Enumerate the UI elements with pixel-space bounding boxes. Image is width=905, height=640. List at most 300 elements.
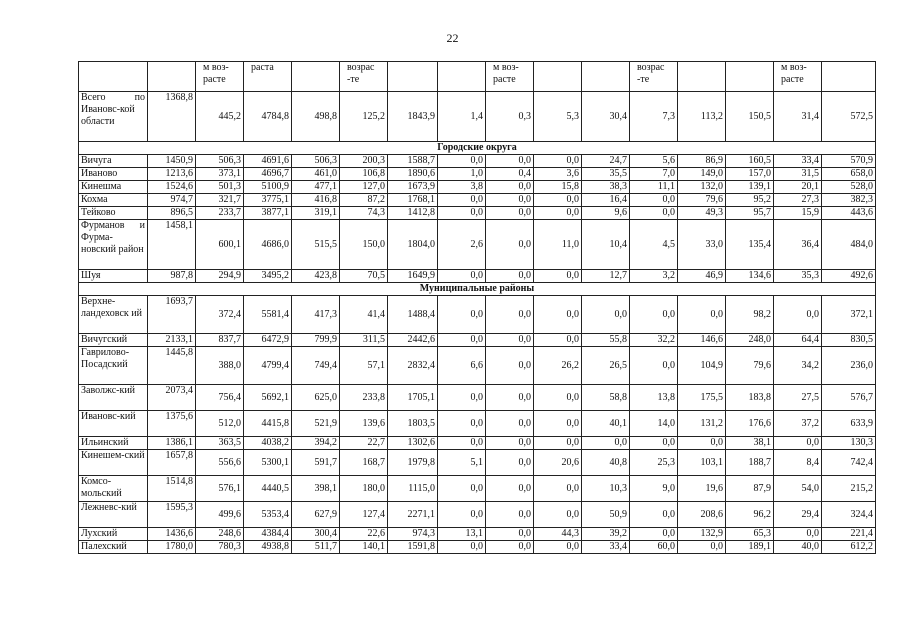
value-cell: 576,1 — [196, 476, 244, 502]
value-cell: 11,1 — [630, 181, 678, 194]
value-cell: 0,0 — [438, 270, 486, 283]
value-cell: 612,2 — [822, 541, 876, 554]
value-cell: 1302,6 — [388, 437, 438, 450]
value-cell: 0,0 — [486, 476, 534, 502]
value-cell: 38,3 — [582, 181, 630, 194]
value-cell: 33,0 — [678, 220, 726, 270]
value-cell: 0,4 — [486, 168, 534, 181]
value-cell: 49,3 — [678, 207, 726, 220]
value-cell: 175,5 — [678, 385, 726, 411]
value-cell: 55,8 — [582, 334, 630, 347]
value-cell: 248,0 — [726, 334, 774, 347]
value-cell: 79,6 — [678, 194, 726, 207]
header-cell — [292, 62, 340, 92]
value-cell: 87,2 — [340, 194, 388, 207]
value-cell: 54,0 — [774, 476, 822, 502]
value-cell: 26,2 — [534, 347, 582, 385]
value-cell: 591,7 — [292, 450, 340, 476]
value-cell: 4,5 — [630, 220, 678, 270]
header-cell: м воз- расте — [486, 62, 534, 92]
value-cell: 40,0 — [774, 541, 822, 554]
value-cell: 0,0 — [534, 541, 582, 554]
value-cell: 25,3 — [630, 450, 678, 476]
value-cell: 4384,4 — [244, 528, 292, 541]
value-cell: 57,1 — [340, 347, 388, 385]
value-cell: 0,0 — [486, 411, 534, 437]
row-label: Ильинский — [79, 437, 148, 450]
value-cell: 0,0 — [438, 541, 486, 554]
value-cell: 1979,8 — [388, 450, 438, 476]
value-cell: 146,6 — [678, 334, 726, 347]
value-cell: 9,6 — [582, 207, 630, 220]
table-row — [79, 541, 876, 554]
value-cell: 0,0 — [774, 437, 822, 450]
value-cell: 22,6 — [340, 528, 388, 541]
value-cell: 0,0 — [630, 194, 678, 207]
value-cell: 5353,4 — [244, 502, 292, 528]
value-cell: 1386,1 — [148, 437, 196, 450]
value-cell: 324,4 — [822, 502, 876, 528]
value-cell: 0,0 — [438, 411, 486, 437]
value-cell: 10,3 — [582, 476, 630, 502]
value-cell: 106,8 — [340, 168, 388, 181]
value-cell: 1649,9 — [388, 270, 438, 283]
row-label: Комсо-мольский — [79, 476, 148, 502]
value-cell: 3,8 — [438, 181, 486, 194]
value-cell: 236,0 — [822, 347, 876, 385]
row-label: Шуя — [79, 270, 148, 283]
value-cell: 5,3 — [534, 92, 582, 142]
value-cell: 319,1 — [292, 207, 340, 220]
value-cell: 0,0 — [582, 437, 630, 450]
header-cell: м воз- расте — [196, 62, 244, 92]
row-label: Кинешма — [79, 181, 148, 194]
value-cell: 974,3 — [388, 528, 438, 541]
value-cell: 168,7 — [340, 450, 388, 476]
value-cell: 0,0 — [438, 385, 486, 411]
table-row — [79, 270, 876, 283]
value-cell: 70,5 — [340, 270, 388, 283]
value-cell: 2832,4 — [388, 347, 438, 385]
value-cell: 1488,4 — [388, 296, 438, 334]
value-cell: 14,0 — [630, 411, 678, 437]
table-row — [79, 437, 876, 450]
value-cell: 1890,6 — [388, 168, 438, 181]
statistics-table — [78, 61, 876, 554]
value-cell: 20,6 — [534, 450, 582, 476]
value-cell: 160,5 — [726, 155, 774, 168]
value-cell: 15,8 — [534, 181, 582, 194]
header-cell — [726, 62, 774, 92]
table-row — [79, 450, 876, 476]
value-cell: 5,1 — [438, 450, 486, 476]
value-cell: 200,3 — [340, 155, 388, 168]
header-cell: раста — [244, 62, 292, 92]
value-cell: 512,0 — [196, 411, 244, 437]
value-cell: 13,1 — [438, 528, 486, 541]
value-cell: 4784,8 — [244, 92, 292, 142]
value-cell: 492,6 — [822, 270, 876, 283]
value-cell: 19,6 — [678, 476, 726, 502]
value-cell: 0,0 — [774, 528, 822, 541]
value-cell: 9,0 — [630, 476, 678, 502]
header-cell — [79, 62, 148, 92]
row-label: Кохма — [79, 194, 148, 207]
value-cell: 0,0 — [486, 194, 534, 207]
value-cell: 26,5 — [582, 347, 630, 385]
value-cell: 2,6 — [438, 220, 486, 270]
value-cell: 0,0 — [630, 437, 678, 450]
value-cell: 0,0 — [582, 296, 630, 334]
value-cell: 1514,8 — [148, 476, 196, 502]
row-label: Вичуга — [79, 155, 148, 168]
table-row — [79, 334, 876, 347]
value-cell: 498,8 — [292, 92, 340, 142]
value-cell: 799,9 — [292, 334, 340, 347]
value-cell: 4440,5 — [244, 476, 292, 502]
value-cell: 1768,1 — [388, 194, 438, 207]
value-cell: 1,0 — [438, 168, 486, 181]
value-cell: 127,4 — [340, 502, 388, 528]
value-cell: 74,3 — [340, 207, 388, 220]
value-cell: 139,1 — [726, 181, 774, 194]
value-cell: 1705,1 — [388, 385, 438, 411]
value-cell: 103,1 — [678, 450, 726, 476]
row-label: Иваново — [79, 168, 148, 181]
value-cell: 445,2 — [196, 92, 244, 142]
value-cell: 0,0 — [534, 385, 582, 411]
value-cell: 13,8 — [630, 385, 678, 411]
value-cell: 423,8 — [292, 270, 340, 283]
value-cell: 0,0 — [486, 296, 534, 334]
value-cell: 1436,6 — [148, 528, 196, 541]
value-cell: 1595,3 — [148, 502, 196, 528]
value-cell: 484,0 — [822, 220, 876, 270]
value-cell: 506,3 — [196, 155, 244, 168]
value-cell: 0,0 — [486, 450, 534, 476]
value-cell: 0,0 — [630, 296, 678, 334]
row-label: Заволжс-кий — [79, 385, 148, 411]
value-cell: 149,0 — [678, 168, 726, 181]
value-cell: 33,4 — [774, 155, 822, 168]
table-row — [79, 220, 876, 270]
value-cell: 506,3 — [292, 155, 340, 168]
row-label: Всего по Ивановс-кой области — [79, 92, 148, 142]
value-cell: 3,2 — [630, 270, 678, 283]
value-cell: 24,7 — [582, 155, 630, 168]
value-cell: 1524,6 — [148, 181, 196, 194]
value-cell: 294,9 — [196, 270, 244, 283]
value-cell: 35,5 — [582, 168, 630, 181]
value-cell: 300,4 — [292, 528, 340, 541]
header-cell — [822, 62, 876, 92]
value-cell: 38,1 — [726, 437, 774, 450]
value-cell: 1368,8 — [148, 92, 196, 142]
header-cell — [388, 62, 438, 92]
row-label: Палехский — [79, 541, 148, 554]
value-cell: 4686,0 — [244, 220, 292, 270]
value-cell: 499,6 — [196, 502, 244, 528]
value-cell: 515,5 — [292, 220, 340, 270]
value-cell: 416,8 — [292, 194, 340, 207]
value-cell: 233,7 — [196, 207, 244, 220]
value-cell: 0,0 — [534, 207, 582, 220]
table-row — [79, 411, 876, 437]
table-row — [79, 194, 876, 207]
value-cell: 896,5 — [148, 207, 196, 220]
value-cell: 5300,1 — [244, 450, 292, 476]
value-cell: 150,5 — [726, 92, 774, 142]
value-cell: 0,0 — [630, 207, 678, 220]
section-header-row — [79, 142, 876, 155]
value-cell: 572,5 — [822, 92, 876, 142]
value-cell: 132,0 — [678, 181, 726, 194]
header-cell — [678, 62, 726, 92]
value-cell: 3877,1 — [244, 207, 292, 220]
table-row — [79, 181, 876, 194]
value-cell: 50,9 — [582, 502, 630, 528]
value-cell: 0,0 — [438, 476, 486, 502]
value-cell: 0,0 — [678, 437, 726, 450]
row-label: Вичугский — [79, 334, 148, 347]
row-label: Лухский — [79, 528, 148, 541]
value-cell: 27,3 — [774, 194, 822, 207]
header-cell: возрас -те — [630, 62, 678, 92]
value-cell: 756,4 — [196, 385, 244, 411]
value-cell: 5581,4 — [244, 296, 292, 334]
value-cell: 4799,4 — [244, 347, 292, 385]
value-cell: 321,7 — [196, 194, 244, 207]
value-cell: 135,4 — [726, 220, 774, 270]
value-cell: 1445,8 — [148, 347, 196, 385]
value-cell: 0,0 — [630, 528, 678, 541]
value-cell: 208,6 — [678, 502, 726, 528]
value-cell: 189,1 — [726, 541, 774, 554]
value-cell: 1375,6 — [148, 411, 196, 437]
value-cell: 44,3 — [534, 528, 582, 541]
value-cell: 95,2 — [726, 194, 774, 207]
value-cell: 1843,9 — [388, 92, 438, 142]
row-label: Лежневс-кий — [79, 502, 148, 528]
table-row — [79, 476, 876, 502]
value-cell: 1673,9 — [388, 181, 438, 194]
page-number: 22 — [446, 31, 459, 45]
value-cell: 0,0 — [534, 155, 582, 168]
value-cell: 37,2 — [774, 411, 822, 437]
header-cell — [534, 62, 582, 92]
value-cell: 528,0 — [822, 181, 876, 194]
value-cell: 188,7 — [726, 450, 774, 476]
value-cell: 157,0 — [726, 168, 774, 181]
value-cell: 5692,1 — [244, 385, 292, 411]
value-cell: 521,9 — [292, 411, 340, 437]
value-cell: 1780,0 — [148, 541, 196, 554]
value-cell: 0,0 — [678, 541, 726, 554]
value-cell: 36,4 — [774, 220, 822, 270]
row-label: Гаврилово-Посадский — [79, 347, 148, 385]
value-cell: 180,0 — [340, 476, 388, 502]
table-row — [79, 502, 876, 528]
value-cell: 0,0 — [486, 334, 534, 347]
value-cell: 46,9 — [678, 270, 726, 283]
value-cell: 1412,8 — [388, 207, 438, 220]
total-row — [79, 92, 876, 142]
value-cell: 1213,6 — [148, 168, 196, 181]
value-cell: 79,6 — [726, 347, 774, 385]
value-cell: 600,1 — [196, 220, 244, 270]
row-label: Ивановс-кий — [79, 411, 148, 437]
value-cell: 4038,2 — [244, 437, 292, 450]
value-cell: 0,0 — [438, 334, 486, 347]
value-cell: 0,0 — [486, 502, 534, 528]
value-cell: 511,7 — [292, 541, 340, 554]
value-cell: 86,9 — [678, 155, 726, 168]
value-cell: 501,3 — [196, 181, 244, 194]
value-cell: 95,7 — [726, 207, 774, 220]
value-cell: 132,9 — [678, 528, 726, 541]
value-cell: 570,9 — [822, 155, 876, 168]
value-cell: 31,5 — [774, 168, 822, 181]
value-cell: 4938,8 — [244, 541, 292, 554]
section-title: Городские округа — [79, 142, 876, 155]
value-cell: 3,6 — [534, 168, 582, 181]
value-cell: 27,5 — [774, 385, 822, 411]
value-cell: 372,1 — [822, 296, 876, 334]
section-header-row — [79, 283, 876, 296]
value-cell: 6,6 — [438, 347, 486, 385]
value-cell: 4691,6 — [244, 155, 292, 168]
table-row — [79, 207, 876, 220]
value-cell: 96,2 — [726, 502, 774, 528]
table-row — [79, 385, 876, 411]
value-cell: 749,4 — [292, 347, 340, 385]
value-cell: 3495,2 — [244, 270, 292, 283]
value-cell: 0,3 — [486, 92, 534, 142]
value-cell: 830,5 — [822, 334, 876, 347]
value-cell: 125,2 — [340, 92, 388, 142]
value-cell: 0,0 — [678, 296, 726, 334]
value-cell: 221,4 — [822, 528, 876, 541]
value-cell: 4415,8 — [244, 411, 292, 437]
table-row — [79, 528, 876, 541]
value-cell: 39,2 — [582, 528, 630, 541]
value-cell: 556,6 — [196, 450, 244, 476]
value-cell: 1804,0 — [388, 220, 438, 270]
value-cell: 0,0 — [534, 334, 582, 347]
row-label: Фурманов и Фурма-новский район — [79, 220, 148, 270]
value-cell: 0,0 — [534, 270, 582, 283]
value-cell: 742,4 — [822, 450, 876, 476]
value-cell: 4696,7 — [244, 168, 292, 181]
value-cell: 417,3 — [292, 296, 340, 334]
value-cell: 0,0 — [486, 528, 534, 541]
value-cell: 0,0 — [486, 541, 534, 554]
value-cell: 33,4 — [582, 541, 630, 554]
value-cell: 382,3 — [822, 194, 876, 207]
value-cell: 22,7 — [340, 437, 388, 450]
table-body — [79, 62, 876, 554]
value-cell: 7,3 — [630, 92, 678, 142]
value-cell: 0,0 — [630, 347, 678, 385]
value-cell: 0,0 — [438, 155, 486, 168]
value-cell: 0,0 — [486, 220, 534, 270]
value-cell: 0,0 — [630, 502, 678, 528]
value-cell: 8,4 — [774, 450, 822, 476]
value-cell: 64,4 — [774, 334, 822, 347]
value-cell: 58,8 — [582, 385, 630, 411]
value-cell: 0,0 — [534, 296, 582, 334]
value-cell: 461,0 — [292, 168, 340, 181]
value-cell: 363,5 — [196, 437, 244, 450]
value-cell: 40,8 — [582, 450, 630, 476]
value-cell: 576,7 — [822, 385, 876, 411]
value-cell: 780,3 — [196, 541, 244, 554]
value-cell: 248,6 — [196, 528, 244, 541]
value-cell: 2133,1 — [148, 334, 196, 347]
value-cell: 2073,4 — [148, 385, 196, 411]
value-cell: 1591,8 — [388, 541, 438, 554]
row-label: Тейково — [79, 207, 148, 220]
value-cell: 130,3 — [822, 437, 876, 450]
value-cell: 658,0 — [822, 168, 876, 181]
value-cell: 0,0 — [534, 502, 582, 528]
value-cell: 139,6 — [340, 411, 388, 437]
header-row — [79, 62, 876, 92]
value-cell: 5100,9 — [244, 181, 292, 194]
row-label: Верхне-ландеховск ий — [79, 296, 148, 334]
value-cell: 150,0 — [340, 220, 388, 270]
value-cell: 0,0 — [438, 437, 486, 450]
value-cell: 1693,7 — [148, 296, 196, 334]
value-cell: 477,1 — [292, 181, 340, 194]
value-cell: 176,6 — [726, 411, 774, 437]
value-cell: 215,2 — [822, 476, 876, 502]
value-cell: 0,0 — [486, 207, 534, 220]
value-cell: 627,9 — [292, 502, 340, 528]
value-cell: 60,0 — [630, 541, 678, 554]
value-cell: 0,0 — [438, 194, 486, 207]
value-cell: 625,0 — [292, 385, 340, 411]
value-cell: 34,2 — [774, 347, 822, 385]
value-cell: 1458,1 — [148, 220, 196, 270]
header-cell — [582, 62, 630, 92]
value-cell: 16,4 — [582, 194, 630, 207]
value-cell: 40,1 — [582, 411, 630, 437]
header-cell: возрас -те — [340, 62, 388, 92]
value-cell: 372,4 — [196, 296, 244, 334]
value-cell: 140,1 — [340, 541, 388, 554]
value-cell: 398,1 — [292, 476, 340, 502]
header-cell — [148, 62, 196, 92]
value-cell: 443,6 — [822, 207, 876, 220]
header-cell: м воз- расте — [774, 62, 822, 92]
value-cell: 311,5 — [340, 334, 388, 347]
value-cell: 0,0 — [438, 296, 486, 334]
value-cell: 0,0 — [438, 502, 486, 528]
table-row — [79, 155, 876, 168]
value-cell: 12,7 — [582, 270, 630, 283]
value-cell: 32,2 — [630, 334, 678, 347]
value-cell: 15,9 — [774, 207, 822, 220]
value-cell: 1115,0 — [388, 476, 438, 502]
value-cell: 183,8 — [726, 385, 774, 411]
value-cell: 29,4 — [774, 502, 822, 528]
value-cell: 0,0 — [438, 207, 486, 220]
value-cell: 373,1 — [196, 168, 244, 181]
value-cell: 98,2 — [726, 296, 774, 334]
value-cell: 87,9 — [726, 476, 774, 502]
value-cell: 10,4 — [582, 220, 630, 270]
